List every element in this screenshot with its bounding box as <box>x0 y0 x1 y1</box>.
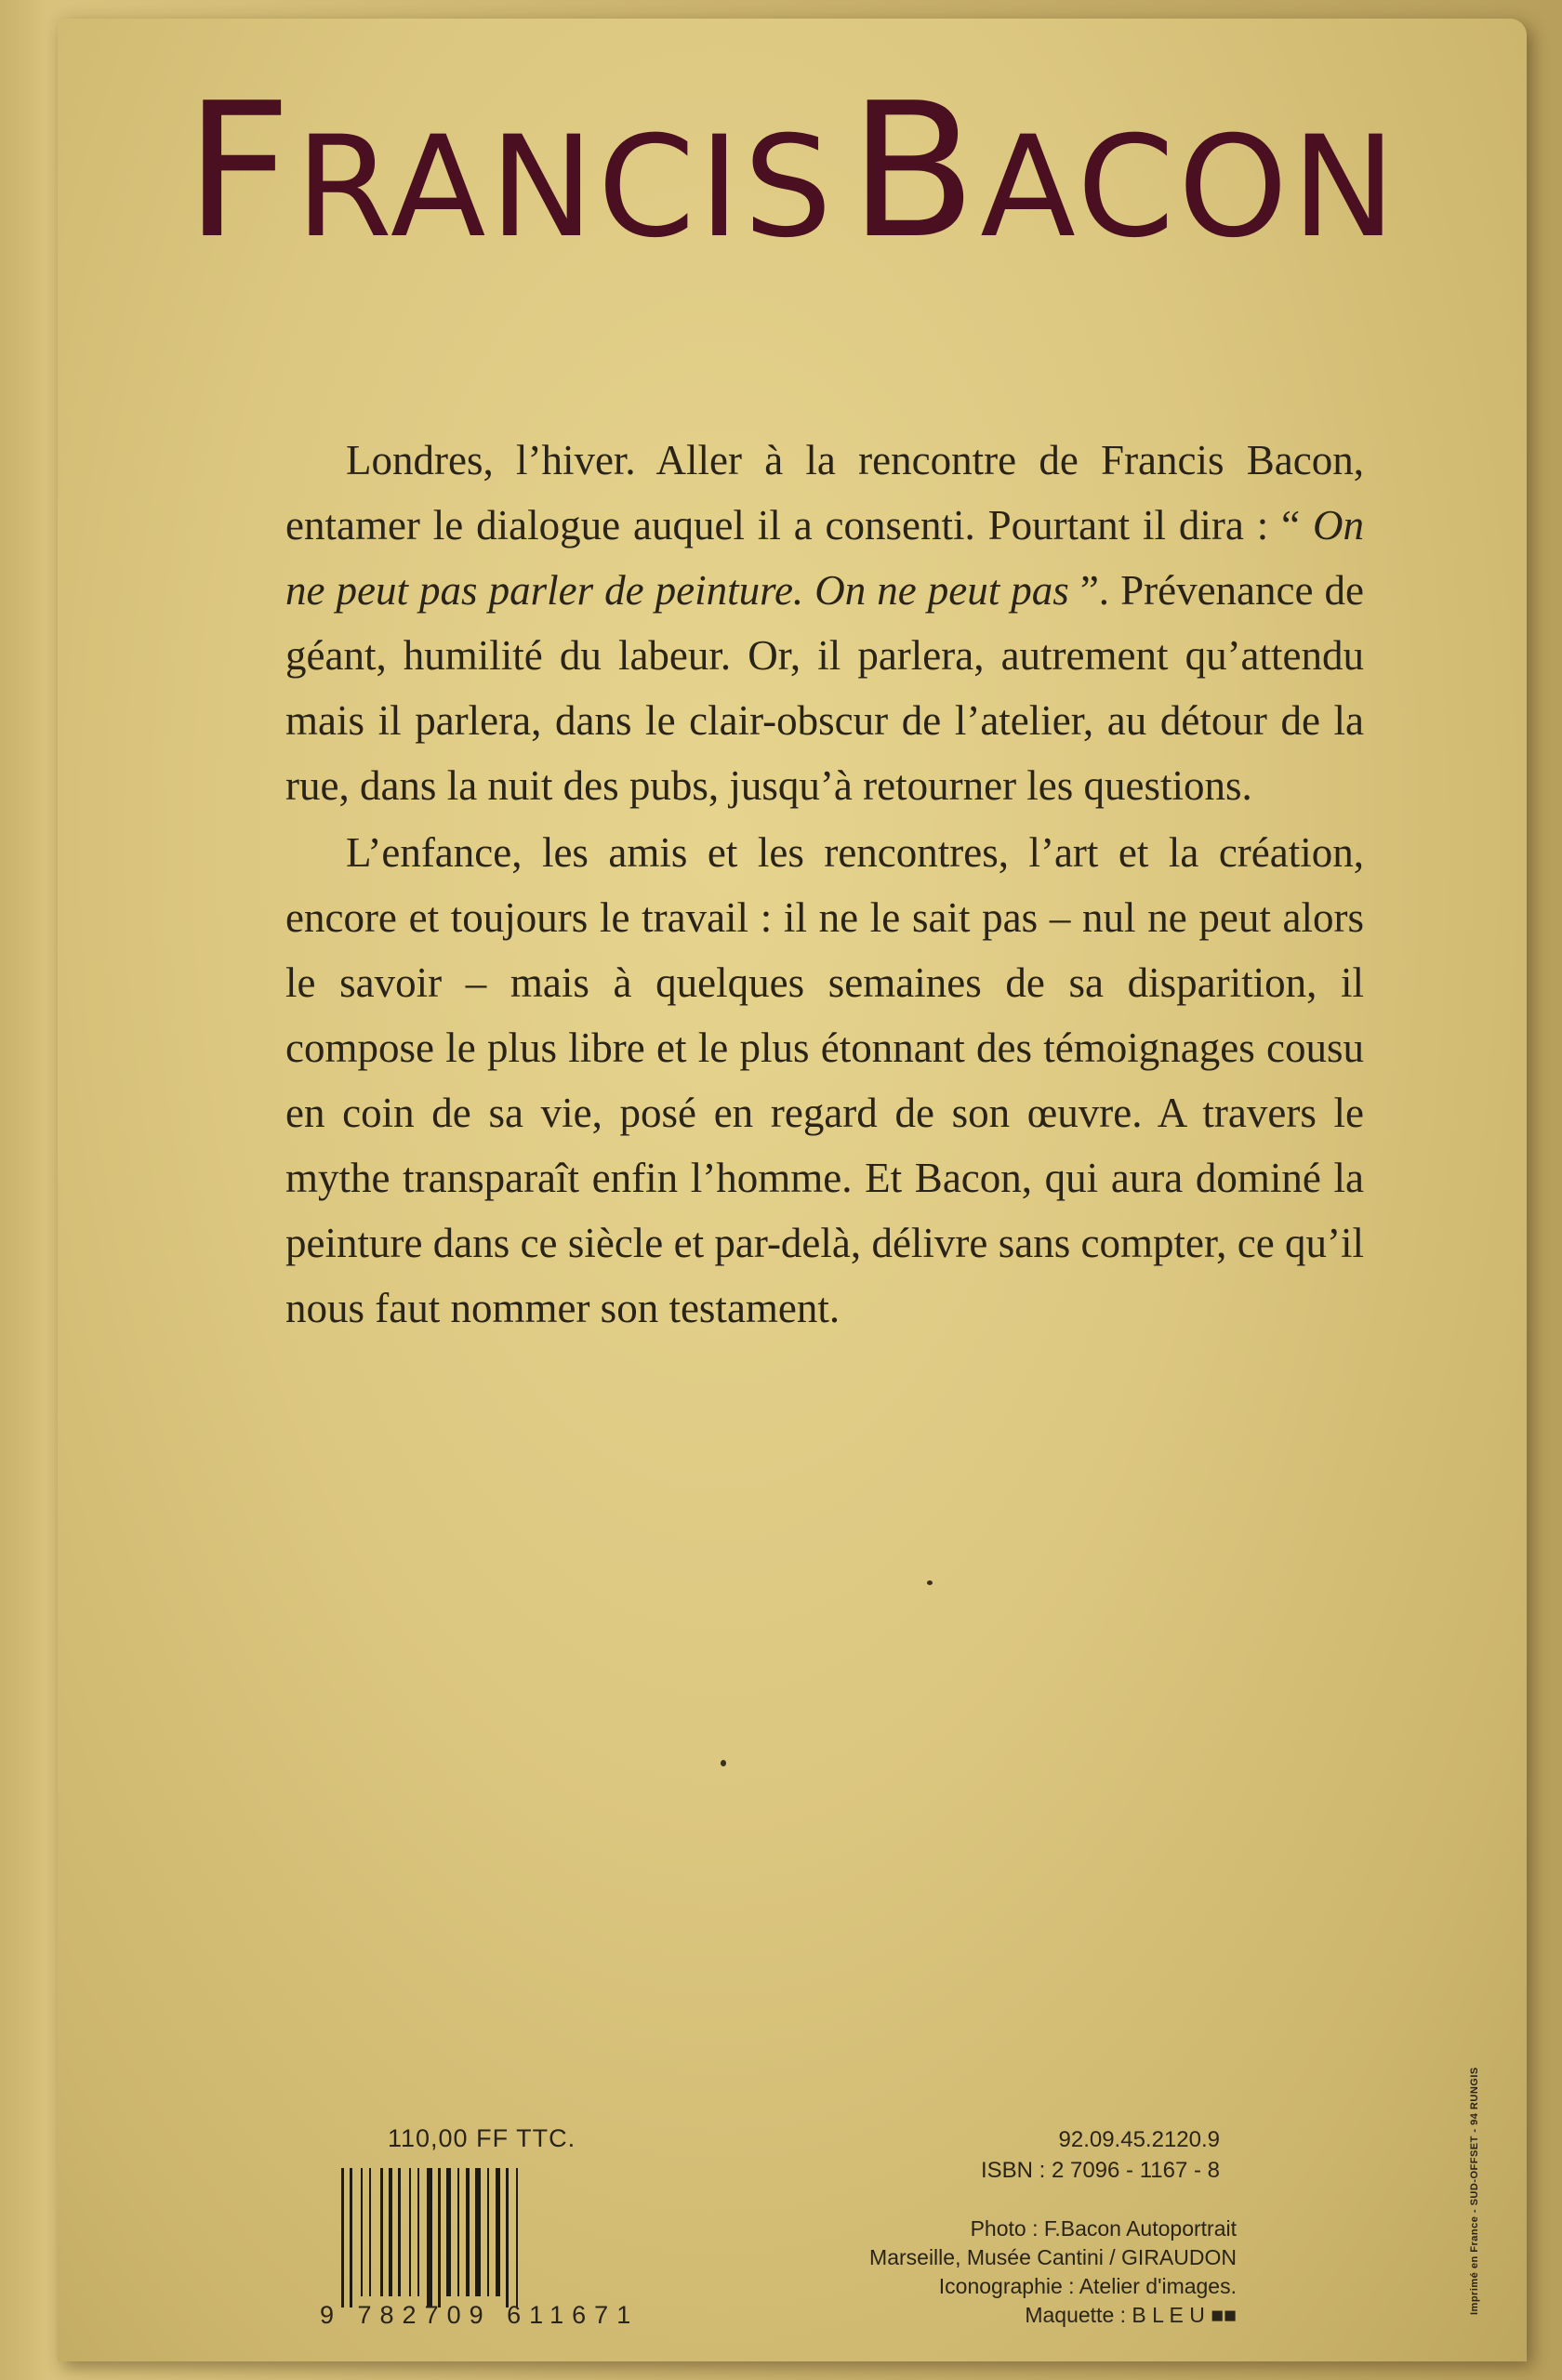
barcode-bar <box>487 2168 489 2296</box>
printer-note: Imprimé en France - SUD-OFFSET - 94 RUNGIS <box>1469 2067 1480 2315</box>
paper-speck <box>927 1580 933 1585</box>
barcode-bar <box>341 2168 344 2307</box>
barcode-bar <box>417 2168 419 2296</box>
quote-open: “ <box>1281 502 1313 549</box>
barcode-bar <box>409 2168 411 2296</box>
barcode-bar <box>389 2168 392 2296</box>
barcode <box>341 2168 639 2307</box>
barcode-digits: 9 782709 611671 <box>320 2301 640 2329</box>
barcode-bar <box>506 2168 509 2307</box>
quote-italic: On ne peut pas parler de peinture. On ne peut pas <box>285 502 1364 614</box>
barcode-bar <box>438 2168 441 2307</box>
reference-block <box>981 2124 1220 2186</box>
barcode-bar <box>475 2168 481 2296</box>
credits-block <box>869 2215 1237 2330</box>
barcode-bar <box>398 2168 401 2296</box>
barcode-bar <box>516 2168 518 2307</box>
isbn-number: ISBN : 2 7096 - 1167 - 8 <box>980 2158 1220 2183</box>
barcode-bar <box>457 2168 459 2296</box>
paragraph1-part-b: Prévenance de géant, humilité du labeur. Or, il parlera, autrement qu’attendu mais il parlera, dans le clair-obscur de l’atelier, au détour de la rue, dans la nuit des pubs, jusqu’à retourner les questions. <box>285 567 1364 809</box>
title-rest-bacon: ACON <box>980 107 1400 269</box>
blurb-text <box>285 428 1364 1342</box>
barcode-bar <box>427 2168 432 2307</box>
credit-iconography: Iconographie : Atelier d'images. <box>938 2274 1237 2298</box>
book-back-cover <box>58 19 1527 2361</box>
credit-layout: Maquette : B L E U ■■ <box>1025 2303 1237 2327</box>
paragraph1-part-a: Londres, l’hiver. Aller à la rencontre de Francis Bacon, entamer le dialogue auquel il a consenti. Pourtant il dira : <box>285 437 1364 549</box>
barcode-bar <box>369 2168 371 2296</box>
barcode-bar <box>446 2168 451 2296</box>
barcode-bar <box>496 2168 500 2296</box>
barcode-bar <box>380 2168 383 2296</box>
reference-number: 92.09.45.2120.9 <box>1058 2127 1220 2152</box>
blurb-paragraph-1 <box>285 428 1364 818</box>
barcode-bar <box>350 2168 352 2307</box>
credit-photo: Photo : F.Bacon Autoportrait <box>970 2216 1237 2241</box>
blurb-paragraph-2: L’enfance, les amis et les rencontres, l’art et la création, encore et toujours le travail : il ne le sait pas – nul ne peut alors le savoir – mais à quelques semaines de sa disparition, il compose le plus libre et le plus étonnant des témoignages cousu en coin de sa vie, posé en regard de son œuvre. A travers le mythe transparaît enfin l’homme. Et Bacon, qui aura dominé la peinture dans ce siècle et par-delà, délivre sans compter, ce qu’il nous faut nommer son testament. <box>285 829 1364 1331</box>
barcode-bar <box>361 2168 363 2296</box>
title-rest-francis: RANCIS <box>295 107 836 269</box>
barcode-bar <box>466 2168 470 2296</box>
book-title <box>58 63 1527 280</box>
title-initial-f: F <box>184 63 296 280</box>
price-label: 110,00 FF TTC. <box>388 2124 576 2152</box>
title-initial-b: B <box>849 63 981 280</box>
quote-close: ”. <box>1068 567 1110 614</box>
paper-speck <box>721 1760 726 1766</box>
credit-museum: Marseille, Musée Cantini / GIRAUDON <box>869 2245 1237 2269</box>
